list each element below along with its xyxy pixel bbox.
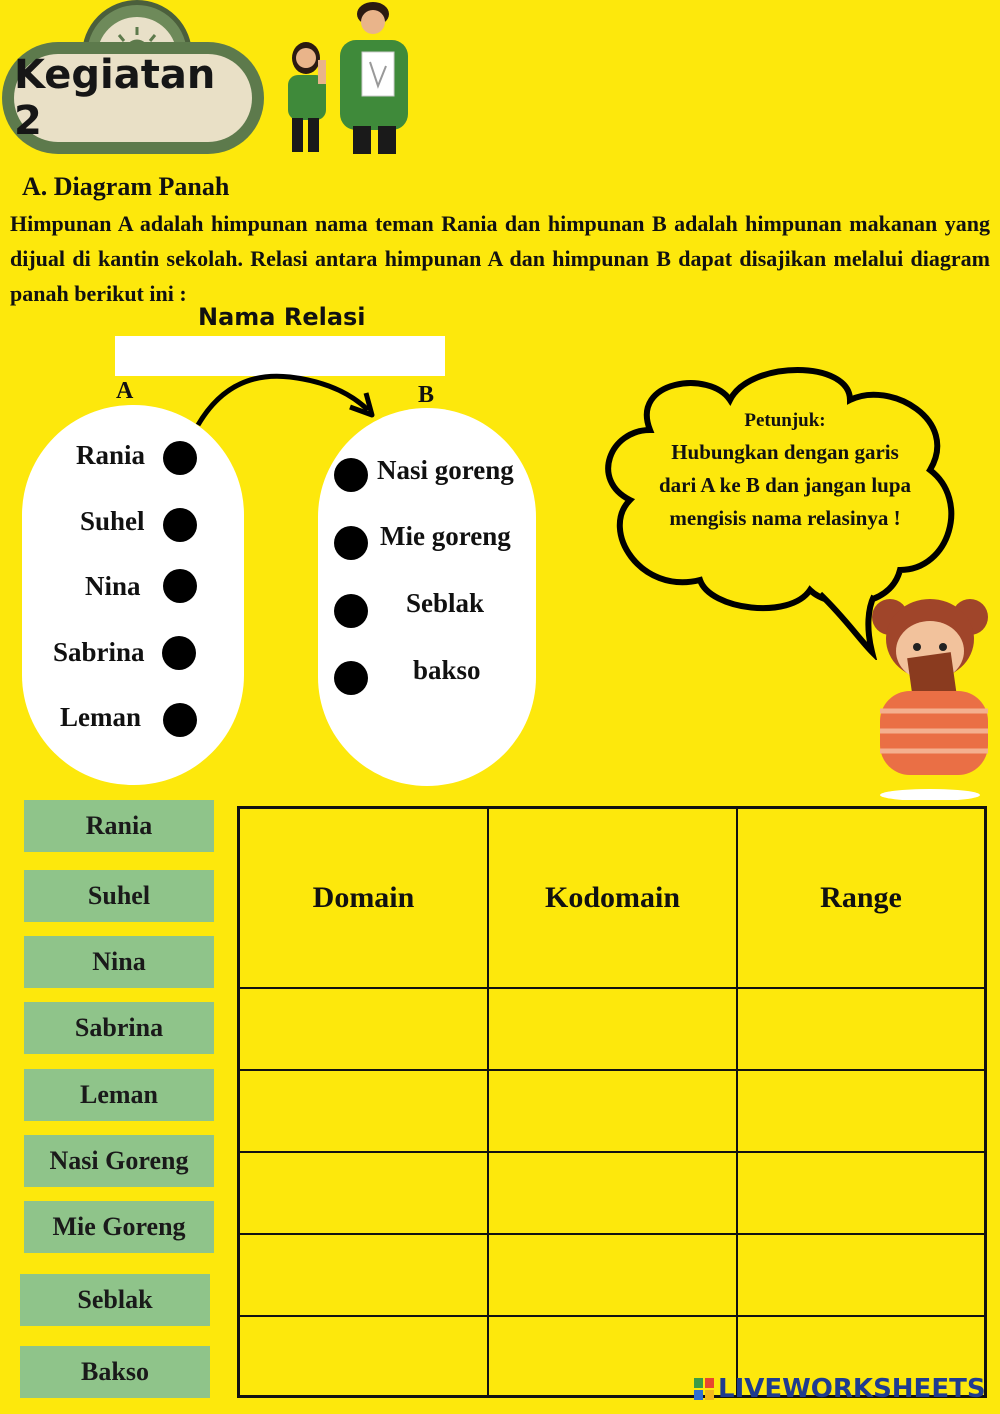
table-header-row [240, 809, 984, 989]
table-row [240, 989, 984, 1071]
set-b-dot[interactable] [334, 594, 368, 628]
set-a-dot[interactable] [163, 441, 197, 475]
drop-cell[interactable] [240, 989, 489, 1069]
set-a-item: Leman [60, 702, 141, 732]
drop-cell[interactable] [738, 1153, 984, 1233]
header-kodomain: Kodomain [489, 809, 738, 987]
answer-table [237, 806, 987, 1398]
teachers-illustration [278, 0, 438, 155]
answer-chip-seblak[interactable]: Seblak [20, 1274, 210, 1326]
header-range: Range [820, 881, 902, 914]
drop-cell[interactable] [489, 1235, 738, 1315]
set-b-item: Nasi goreng [377, 455, 514, 485]
drop-cell[interactable] [738, 1071, 984, 1151]
set-a-item: Suhel [80, 506, 145, 536]
set-b-item: Mie goreng [380, 521, 511, 551]
answer-chip-mie-goreng[interactable]: Mie Goreng [24, 1201, 214, 1253]
answer-chip-rania[interactable]: Rania [24, 800, 214, 852]
intro-paragraph: Himpunan A adalah himpunan nama teman Rania dan himpunan B adalah himpunan makanan yang dijual di kantin sekolah. Relasi antara himpunan A dan himpunan B dapat disajikan melalui diagram panah berikut ini : [10, 211, 990, 306]
liveworksheets-logo [694, 1374, 986, 1404]
section-title: A. Diagram Panah [22, 172, 230, 201]
set-a-dot[interactable] [163, 508, 197, 542]
set-a-label: A [116, 378, 134, 404]
drop-cell[interactable] [489, 1153, 738, 1233]
set-b-dot[interactable] [334, 458, 368, 492]
set-a-dot[interactable] [163, 569, 197, 603]
set-a-item: Sabrina [53, 637, 145, 667]
answer-chip-sabrina[interactable]: Sabrina [24, 1002, 214, 1054]
girl-reading-illustration [860, 595, 1000, 800]
hint-title: Petunjuk: [744, 410, 826, 431]
activity-badge [0, 0, 270, 160]
page-title: Kegiatan 2 [14, 54, 252, 142]
relation-arrow [190, 365, 390, 435]
drop-cell[interactable] [240, 1071, 489, 1151]
set-b-dot[interactable] [334, 661, 368, 695]
drop-cell[interactable] [738, 1235, 984, 1315]
hint-text: Hubungkan dengan garis dari A ke B dan jangan lupa mengisis nama relasinya ! [658, 440, 912, 530]
drop-cell[interactable] [738, 989, 984, 1069]
drop-cell[interactable] [489, 1071, 738, 1151]
set-b-dot[interactable] [334, 526, 368, 560]
table-row [240, 1153, 984, 1235]
answer-chip-leman[interactable]: Leman [24, 1069, 214, 1121]
set-a-dot[interactable] [162, 636, 196, 670]
liveworksheets-icon [694, 1378, 714, 1400]
set-b-item: Seblak [406, 588, 485, 618]
drop-cell[interactable] [240, 1317, 489, 1395]
set-a-dot[interactable] [163, 703, 197, 737]
header-domain: Domain [240, 809, 489, 987]
table-row [240, 1235, 984, 1317]
relation-name-label: Nama Relasi [198, 303, 366, 331]
drop-cell[interactable] [240, 1235, 489, 1315]
brand-name: LIVEWORKSHEETS [718, 1374, 986, 1404]
answer-chip-nina[interactable]: Nina [24, 936, 214, 988]
answer-chip-bakso[interactable]: Bakso [20, 1346, 210, 1398]
answer-chip-suhel[interactable]: Suhel [24, 870, 214, 922]
drop-cell[interactable] [489, 989, 738, 1069]
set-a-item: Rania [76, 440, 146, 470]
set-b-item: bakso [413, 655, 481, 685]
set-b-label: B [418, 382, 435, 408]
table-row [240, 1071, 984, 1153]
drop-cell[interactable] [240, 1153, 489, 1233]
answer-chip-nasi-goreng[interactable]: Nasi Goreng [24, 1135, 214, 1187]
set-a-item: Nina [85, 571, 141, 601]
